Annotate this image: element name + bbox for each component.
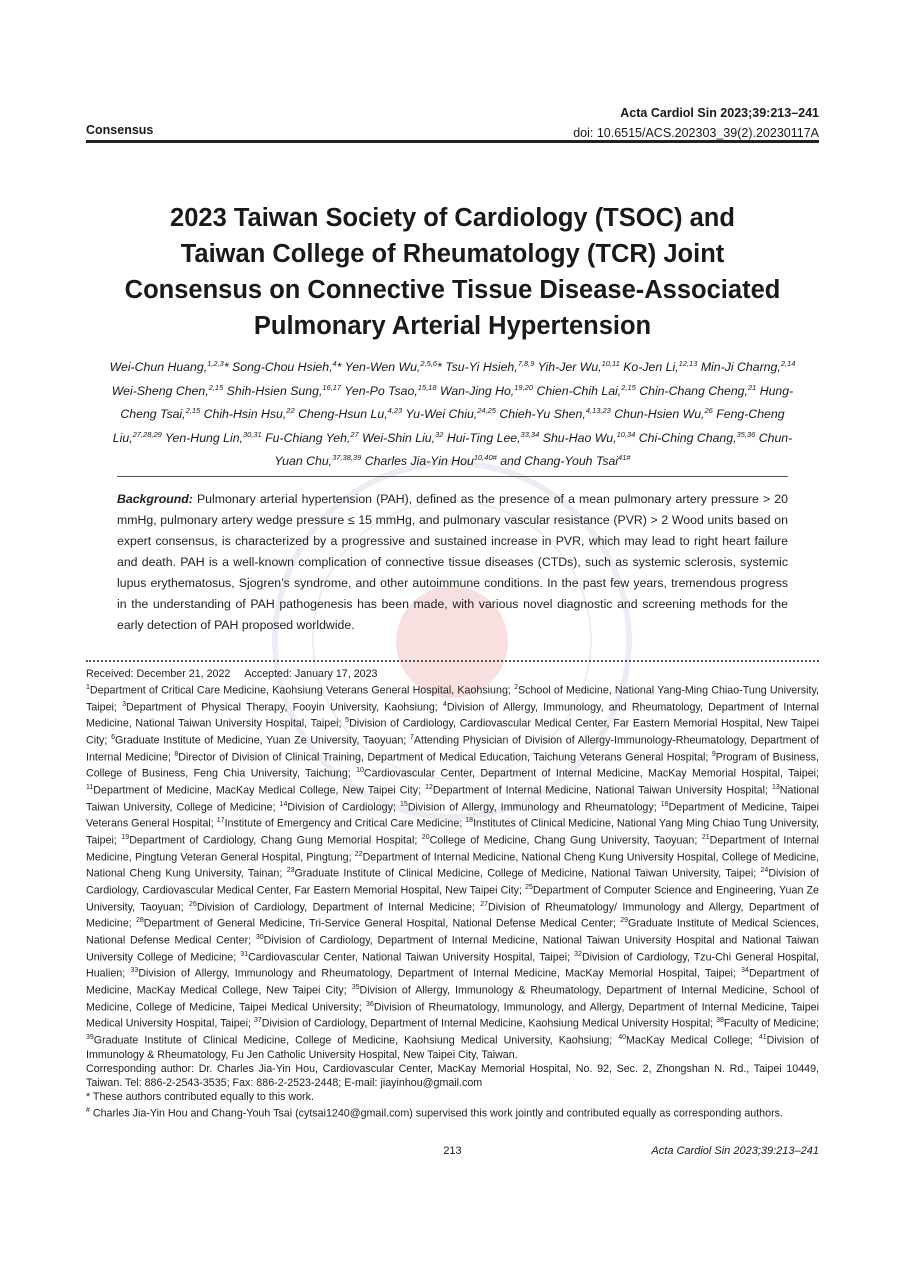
author — [298, 407, 402, 421]
author-affiliation-numbers: 27 — [350, 429, 359, 439]
author-name: Tsu-Yi Hsieh, — [445, 360, 518, 375]
corresponding-author: Corresponding author: Dr. Charles Jia-Yin Hou, Cardiovascular Center, MacKay Memorial Hospital, No. 92, Sec. 2, Zhongshan N. Rd., Taipei 10449, Taiwan. Tel: 886-2-2543-3535; Fax: 886-2-2523-2448; E-mail: jiayinhou@gmail.com — [86, 1062, 819, 1089]
author-affiliation-numbers: 2,15 — [208, 382, 224, 392]
author-name: Chieh-Yu Shen, — [499, 407, 586, 422]
affiliation-text: Department of Critical Care Medicine, Kaohsiung Veterans General Hospital, Kaohsiung; — [89, 684, 515, 697]
author — [365, 454, 497, 468]
author-name: Yu-Wei Chiu, — [405, 407, 478, 422]
affiliation-number: 39 — [86, 1033, 94, 1041]
author-name: Chih-Hsin Hsu, — [203, 407, 287, 422]
affiliation-number: 32 — [574, 950, 582, 958]
affiliation-text: Division of Immunology & Rheumatology, Fu Jen Catholic University Hospital, New Taipei City, Taiwan. — [86, 1034, 819, 1061]
affiliation-number: 11 — [86, 784, 94, 792]
affiliation-text: Division of Rheumatology/ Immunology and Allergy, Department of Medicine; — [86, 901, 819, 930]
affiliation-number: 40 — [618, 1033, 627, 1041]
affiliation-number: 6 — [111, 734, 115, 742]
author — [165, 431, 262, 445]
author-affiliation-numbers: 35,36 — [736, 429, 756, 439]
affiliation-number: 1 — [86, 684, 90, 692]
affiliation-text: Division of Cardiology, Department of Internal Medicine; — [196, 901, 481, 914]
author — [362, 431, 443, 445]
affiliation-text: National Taiwan University, College of Medicine; — [86, 784, 819, 814]
affiliation-number: 33 — [130, 967, 139, 975]
author — [543, 431, 636, 445]
author-affiliation-numbers: 12,13 — [678, 359, 698, 368]
author-name: Yen-Po Tsao, — [344, 383, 418, 398]
affiliation-number: 18 — [465, 817, 474, 825]
affiliation-number: 12 — [425, 784, 433, 792]
author — [701, 360, 796, 374]
affiliation-text: Attending Physician of Division of Allergy-Immunology-Rheumatology, Department of Internal Medicine; — [86, 734, 819, 764]
article-title — [86, 200, 819, 344]
author-affiliation-numbers: 10,34 — [616, 429, 636, 439]
author-name: Wei-Sheng Chen, — [111, 383, 209, 398]
author-affiliation-numbers: 10,40# — [473, 453, 497, 463]
affiliation-text: Division of Cardiology, Tzu-Chi General Hospital, Hualien; — [86, 951, 819, 980]
author-name: Wan-Jing Ho, — [439, 383, 515, 398]
affiliation-text: Division of Cardiology, Cardiovascular Medical Center, Far Eastern Memorial Hospital, New Taipei City; — [86, 717, 819, 747]
author-name: Hui-Ting Lee, — [446, 430, 521, 445]
author-name: and Chang-Youh Tsai — [500, 454, 619, 469]
abstract — [117, 489, 788, 636]
author-name: Fu-Chiang Yeh, — [265, 430, 351, 445]
affiliation-text: Cardiovascular Center, National Taiwan University Hospital, Taipei; — [248, 951, 575, 964]
affiliation-number: 37 — [253, 1017, 262, 1025]
affiliation-number: 13 — [771, 784, 780, 792]
author-affiliation-numbers: 30,31 — [242, 429, 262, 439]
author-affiliation-numbers: 33,34 — [520, 429, 540, 439]
affiliation-number: 41 — [758, 1033, 767, 1041]
author — [499, 407, 610, 421]
author-affiliation-numbers: 37,38,39 — [332, 453, 362, 463]
affiliation-text: Division of Cardiology, Department of Internal Medicine, Kaohsiung Medical University Hospital; — [261, 1017, 717, 1030]
affiliation-number: 27 — [480, 900, 489, 908]
author-name: Chun-Hsien Wu, — [614, 407, 705, 422]
author-affiliation-numbers: 7,8,9 — [517, 359, 535, 368]
author — [447, 431, 540, 445]
affiliation-number: 10 — [356, 767, 364, 775]
affiliations — [86, 681, 819, 1062]
author-affiliation-numbers: 2,5,6 — [420, 359, 438, 368]
affiliation-number: 22 — [354, 850, 363, 858]
author-affiliation-numbers: 24,25 — [477, 406, 496, 416]
author-name: Chi-Ching Chang, — [638, 430, 737, 445]
author — [639, 431, 756, 445]
affiliation-text: Cardiovascular Center, Department of Internal Medicine, MacKay Memorial Hospital, Taipei; — [363, 767, 819, 780]
affiliation-number: 26 — [189, 900, 197, 908]
affiliation-text: Division of Cardiology; — [287, 801, 401, 814]
author-equal-mark: * — [223, 360, 229, 375]
footer-citation: Acta Cardiol Sin 2023;39:213–241 — [651, 1145, 819, 1157]
affiliation-text: Institutes of Clinical Medicine, National Yang Ming Chiao Tung University, Taipei; — [86, 817, 819, 847]
affiliation-number: 7 — [409, 734, 414, 742]
abstract-text: Pulmonary arterial hypertension (PAH), defined as the presence of a mean pulmonary artery pressure > 20 mmHg, pulmonary artery wedge pressure ≤ 15 mmHg, and pulmonary vascular resistance (PVR) > 2 Wood units based on expert consensus, is characterized by a progressive and sustained increase in PVR, which may lead to right heart failure and death. PAH is a well-known complication of connective tissue diseases (CTDs), such as systemic sclerosis, systemic lupus erythematosus, Sjogren’s syndrome, and other autoimmune conditions. In the past few years, tremendous progress in the understanding of PAH pathogenesis has been made, with various novel diagnostic and screening methods for the early detection of PAH proposed worldwide. — [117, 492, 788, 632]
affiliation-number: 16 — [660, 800, 669, 808]
author-affiliation-numbers: 19,20 — [514, 382, 534, 392]
received-date: Received: December 21, 2022 — [86, 668, 231, 680]
affiliation-text: Director of Division of Clinical Training, Department of Medical Education, Taichung Veterans General Hospital; — [178, 751, 712, 764]
author-affiliation-numbers: 27,28,29 — [132, 429, 162, 439]
author — [227, 384, 341, 398]
affiliation-text: Faculty of Medicine; — [723, 1017, 819, 1030]
author-affiliation-numbers: 26 — [704, 406, 713, 416]
author-affiliation-numbers: 2,15 — [621, 382, 636, 392]
affiliation-text: Department of Computer Science and Engineering, Yuan Ze University, Taoyuan; — [86, 884, 819, 914]
affiliation-number: 19 — [121, 834, 130, 841]
affiliation-number: 25 — [525, 883, 533, 891]
author-name: Min-Ji Charng, — [700, 360, 781, 375]
affiliation-number: 8 — [174, 750, 179, 758]
abstract-label: Background: — [117, 492, 193, 506]
affiliation-number: 30 — [255, 933, 264, 941]
affiliation-text: Institute of Emergency and Critical Care Medicine; — [224, 817, 466, 830]
author-affiliation-numbers: 10,11 — [601, 359, 620, 368]
author-name: Wei-Shin Liu, — [362, 430, 436, 445]
affiliation-number: 9 — [711, 750, 716, 758]
author-name: Yih-Jer Wu, — [537, 360, 602, 375]
affiliation-text: School of Medicine, National Yang-Ming Chiao-Tung University, Taipei; — [86, 684, 820, 714]
affiliation-number: 34 — [741, 967, 749, 975]
author-equal-mark: * — [437, 360, 442, 375]
author-affiliation-numbers: 22 — [286, 406, 295, 416]
author-name: Chien-Chih Lai, — [536, 383, 622, 398]
author-name: Hung-Cheng Tsai, — [120, 383, 794, 422]
author — [204, 407, 295, 421]
author — [639, 384, 756, 398]
author-name: Shih-Hsien Sung, — [226, 383, 323, 398]
header-right — [573, 103, 819, 143]
affiliation-number: 3 — [122, 700, 127, 708]
author-name: Song-Chou Hsieh, — [232, 360, 333, 375]
author-affiliation-numbers: 2,15 — [185, 406, 201, 416]
section-label: Consensus — [86, 123, 154, 137]
dotted-separator — [86, 660, 819, 662]
affiliation-text: Division of Cardiology, Department of Internal Medicine, National Taiwan University Hospital and National Taiwan University College of Medicine; — [86, 934, 819, 964]
affiliation-number: 15 — [400, 800, 408, 808]
equal-contribution-note: * These authors contributed equally to this work. — [86, 1090, 314, 1103]
affiliation-number: 36 — [366, 1000, 374, 1008]
author-name: Yen-Hung Lin, — [165, 430, 243, 445]
affiliation-text: Graduate Institute of Clinical Medicine, College of Medicine, National Taiwan University, Taipei; — [294, 867, 761, 880]
author — [265, 431, 359, 445]
author-name: Cheng-Hsun Lu, — [298, 407, 388, 422]
title-rule — [117, 476, 788, 477]
author-name: Shu-Hao Wu, — [542, 430, 617, 445]
author — [445, 360, 534, 374]
affiliation-text: Graduate Institute of Clinical Medicine, College of Medicine, Kaohsiung Medical University, Kaohsiung; — [93, 1034, 619, 1047]
affiliation-text: Program of Business, College of Business, Feng Chia University, Taichung; — [86, 751, 819, 780]
author-name: Ko-Jen Li, — [623, 360, 679, 375]
affiliation-number: 14 — [279, 800, 288, 808]
title-line: Consensus on Connective Tissue Disease-Associated — [124, 276, 781, 304]
author — [344, 384, 436, 398]
affiliation-number: 21 — [701, 834, 710, 841]
author-affiliation-numbers: 4 — [332, 359, 337, 368]
author-affiliation-numbers: 2,14 — [780, 359, 796, 368]
affiliation-number: 29 — [620, 917, 629, 925]
author — [345, 360, 442, 374]
affiliation-text: Division of Allergy, Immunology and Rheumatology, Department of Internal Medicine, MacKay Memorial Hospital, Taipei; — [138, 967, 742, 980]
author-affiliation-numbers: 21 — [747, 382, 757, 392]
affiliation-text: Division of Allergy, Immunology, and Rheumatology, Department of Internal Medicine, National Taiwan University Hospital, Taipei; — [86, 701, 819, 730]
page-number: 213 — [443, 1145, 462, 1157]
journal-citation: Acta Cardiol Sin 2023;39:213–241 — [620, 106, 819, 120]
author — [538, 360, 620, 374]
affiliation-text: Department of Cardiology, Chang Gung Memorial Hospital; — [129, 834, 422, 847]
affiliation-number: 20 — [421, 834, 430, 841]
affiliation-text: Division of Allergy, Immunology and Rheumatology; — [407, 801, 661, 814]
affiliation-text: Department of Medicine, MacKay Medical College, New Taipei City; — [93, 784, 426, 797]
author — [614, 407, 713, 421]
affiliation-number: 2 — [514, 684, 518, 692]
author-name: Charles Jia-Yin Hou — [364, 454, 474, 469]
title-line: Pulmonary Arterial Hypertension — [253, 312, 652, 340]
affiliation-number: 38 — [716, 1017, 724, 1025]
author-name: Wei-Chun Huang, — [109, 360, 208, 375]
affiliation-number: 28 — [135, 917, 144, 925]
author — [110, 360, 229, 374]
author-name: Chun-Yuan Chu, — [274, 430, 793, 469]
affiliation-text: Department of Medicine, Taipei Veterans General Hospital; — [86, 801, 819, 830]
author — [405, 407, 496, 421]
author — [112, 384, 223, 398]
author — [500, 454, 630, 468]
affiliation-text: Department of General Medicine, Tri-Service General Hospital, National Defense Medical Center; — [143, 917, 621, 930]
affiliation-text: Department of Physical Therapy, Fooyin University, Kaohsiung; — [126, 701, 443, 714]
affiliation-text: Department of Internal Medicine, Pingtung Veteran General Hospital, Pingtung; — [86, 834, 820, 864]
author-equal-mark: * — [336, 360, 342, 375]
affiliation-text: Graduate Institute of Medical Sciences, National Defense Medical Center; — [86, 917, 819, 947]
affiliation-text: Department of Internal Medicine, National Taiwan University Hospital; — [432, 784, 772, 797]
affiliation-text: Department of Medicine, MacKay Medical College, New Taipei City; — [86, 967, 819, 997]
author — [440, 384, 533, 398]
affiliation-text: Department of Internal Medicine, National Cheng Kung University Hospital, College of Medicine, National Cheng Kung University, Tainan; — [86, 851, 819, 880]
affiliation-text: Division of Rheumatology, Immunology, and Allergy, Department of Internal Medicine, Taipei Medical University Hospital, Taipei; — [86, 1001, 819, 1030]
author-name: Yen-Wen Wu, — [344, 360, 421, 375]
affiliation-number: 24 — [760, 867, 769, 875]
affiliation-number: 4 — [443, 700, 447, 708]
affiliation-number: 23 — [286, 867, 295, 875]
title-line: 2023 Taiwan Society of Cardiology (TSOC) and — [170, 204, 735, 232]
affiliation-number: 35 — [351, 983, 360, 991]
author-affiliation-numbers: 4,13,23 — [585, 406, 611, 416]
footnotes — [86, 667, 819, 1121]
author-affiliation-numbers: 16,17 — [322, 382, 342, 392]
header-rule — [86, 140, 819, 143]
dates — [86, 667, 819, 681]
supervised-note — [86, 1104, 819, 1121]
author — [623, 360, 697, 374]
author-affiliation-numbers: 32 — [435, 429, 444, 439]
affiliation-text: MacKay Medical College; — [626, 1034, 759, 1047]
author-affiliation-numbers: 1,2,3 — [207, 359, 224, 368]
affiliation-text: Graduate Institute of Medicine, Yuan Ze University, Taoyuan; — [114, 734, 410, 747]
doi[interactable]: doi: 10.6515/ACS.202303_39(2).20230117A — [573, 126, 819, 140]
author-affiliation-numbers: 4,23 — [387, 406, 403, 416]
author-affiliation-numbers: 15,18 — [417, 382, 437, 392]
hash-mark: # — [86, 1106, 90, 1114]
author-list — [100, 354, 805, 472]
accepted-date: Accepted: January 17, 2023 — [244, 668, 378, 680]
title-line: Taiwan College of Rheumatology (TCR) Joint — [180, 240, 725, 268]
supervised-text: Charles Jia-Yin Hou and Chang-Youh Tsai (cytsai1240@gmail.com) supervised this work jointly and contributed equally as corresponding authors. — [89, 1107, 783, 1120]
author-affiliation-numbers: 41# — [618, 453, 631, 463]
author-name: Feng-Cheng Liu, — [112, 407, 785, 445]
affiliation-number: 17 — [216, 817, 225, 825]
author-name: Chin-Chang Cheng, — [639, 383, 748, 398]
author — [232, 360, 341, 374]
affiliation-text: Division of Cardiology, Cardiovascular Medical Center, Far Eastern Memorial Hospital, New Taipei City; — [86, 867, 819, 897]
affiliation-text: Division of Allergy, Immunology & Rheumatology, Department of Internal Medicine, School of Medicine, College of Medicine, Taipei Medical University; — [86, 984, 819, 1014]
author — [536, 384, 635, 398]
affiliation-text: College of Medicine, Chang Gung University, Taoyuan; — [429, 834, 702, 847]
affiliation-number: 31 — [240, 950, 249, 958]
affiliation-number: 5 — [345, 717, 350, 725]
